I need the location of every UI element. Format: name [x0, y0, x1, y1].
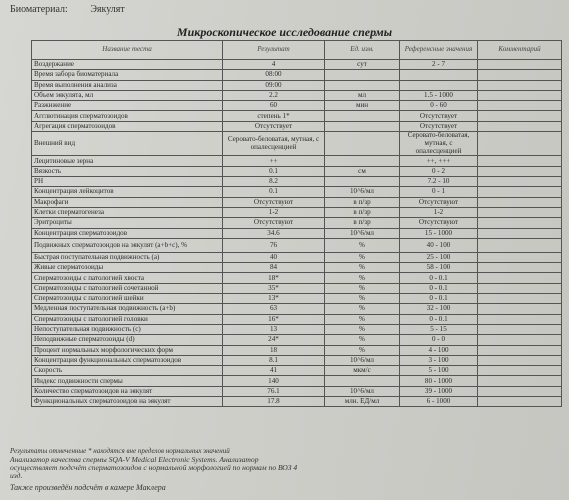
table-row [32, 283, 562, 293]
cell-result: 13 [223, 324, 325, 334]
cell-reference: Отсутствует [400, 121, 478, 131]
cell-test-name: Время забора биоматериала [32, 70, 223, 80]
table-row [32, 121, 562, 131]
cell-comment [478, 294, 562, 304]
cell-reference: 7.2 - 10 [400, 177, 478, 187]
cell-reference: 58 - 100 [400, 263, 478, 273]
results-table [31, 40, 562, 407]
cell-result: 08:00 [223, 70, 325, 80]
table-row [32, 166, 562, 176]
cell-test-name: Быстрая поступательная подвижность (a) [32, 252, 223, 262]
cell-test-name: Сперматозоиды с патологией головки [32, 314, 223, 324]
cell-unit: % [325, 345, 400, 355]
table-row [32, 111, 562, 121]
cell-reference: 0 - 0.1 [400, 273, 478, 283]
cell-result: 140 [223, 376, 325, 386]
table-row [32, 252, 562, 262]
cell-comment [478, 228, 562, 238]
cell-unit: 10^6/мл [325, 355, 400, 365]
table-row [32, 314, 562, 324]
cell-test-name: Эритроциты [32, 218, 223, 228]
cell-reference: 4 - 100 [400, 345, 478, 355]
biomaterial-value: Эякулят [90, 4, 125, 15]
cell-test-name: Неподвижные сперматозоиды (d) [32, 335, 223, 345]
cell-comment [478, 376, 562, 386]
cell-comment [478, 304, 562, 314]
cell-result: 8.2 [223, 177, 325, 187]
table-row [32, 90, 562, 100]
cell-reference: 40 - 100 [400, 238, 478, 252]
table-row [32, 263, 562, 273]
table-row [32, 60, 562, 70]
cell-unit: % [325, 314, 400, 324]
cell-result: 60 [223, 101, 325, 111]
cell-reference: Отсутствуют [400, 218, 478, 228]
cell-test-name: Агрегация сперматозоидов [32, 121, 223, 131]
footer-line-3: изд. [10, 471, 23, 481]
cell-result: 84 [223, 263, 325, 273]
cell-reference: Отсутствуют [400, 197, 478, 207]
table-row [32, 177, 562, 187]
cell-test-name: Концентрация функциональных сперматозоидов [32, 355, 223, 365]
cell-result: 1-2 [223, 207, 325, 217]
cell-unit: в п/зр [325, 197, 400, 207]
cell-test-name: Концентрация сперматозоидов [32, 228, 223, 238]
cell-reference: 0 - 60 [400, 101, 478, 111]
cell-result: 17.8 [223, 397, 325, 407]
cell-comment [478, 314, 562, 324]
cell-reference: 0 - 0.1 [400, 314, 478, 324]
cell-test-name: Непоступательная подвижность (c) [32, 324, 223, 334]
cell-comment [478, 132, 562, 156]
footer-line-2: осуществляет подсчёт сперматозоидов с нормальной морфологией по нормам по ВОЗ 4 [10, 463, 298, 473]
table-row [32, 386, 562, 396]
cell-comment [478, 252, 562, 262]
cell-unit: % [325, 324, 400, 334]
table-row [32, 355, 562, 365]
cell-unit [325, 156, 400, 166]
cell-unit: млн. ЕД/мл [325, 397, 400, 407]
cell-comment [478, 218, 562, 228]
table-row [32, 345, 562, 355]
cell-reference: 39 - 1000 [400, 386, 478, 396]
cell-comment [478, 80, 562, 90]
cell-comment [478, 366, 562, 376]
cell-unit: 10^6/мл [325, 228, 400, 238]
cell-unit: мин [325, 101, 400, 111]
cell-test-name: Живые сперматозоиды [32, 263, 223, 273]
cell-reference: 80 - 1000 [400, 376, 478, 386]
cell-unit: % [325, 335, 400, 345]
cell-unit: % [325, 252, 400, 262]
table-row [32, 304, 562, 314]
cell-result: 8.1 [223, 355, 325, 365]
table-row [32, 376, 562, 386]
cell-comment [478, 60, 562, 70]
column-header-result: Результат [223, 41, 325, 60]
cell-unit [325, 132, 400, 156]
cell-test-name: Клетки сперматогенеза [32, 207, 223, 217]
cell-result: 76 [223, 238, 325, 252]
report-footer [10, 448, 560, 493]
results-body [32, 60, 562, 407]
cell-reference [400, 80, 478, 90]
cell-test-name: Подвижных сперматозоидов на эякулят (a+b+c), % [32, 238, 223, 252]
cell-reference: Серовато-беловатая, мутная, с опалесценцией [400, 132, 478, 156]
cell-test-name: Функциональных сперматозоидов на эякулят [32, 397, 223, 407]
cell-unit: в п/зр [325, 207, 400, 217]
cell-unit: сут [325, 60, 400, 70]
cell-test-name: Объем эякулята, мл [32, 90, 223, 100]
cell-result: 18* [223, 273, 325, 283]
cell-reference: 0 - 1 [400, 187, 478, 197]
cell-result: 2.2 [223, 90, 325, 100]
cell-reference: 6 - 1000 [400, 397, 478, 407]
table-row [32, 70, 562, 80]
cell-test-name: Внешний вид [32, 132, 223, 156]
cell-unit [325, 177, 400, 187]
table-row [32, 197, 562, 207]
cell-unit: % [325, 238, 400, 252]
cell-unit: 10^6/мл [325, 386, 400, 396]
table-row [32, 80, 562, 90]
column-header-reference: Референсные значения [400, 41, 478, 60]
cell-test-name: PH [32, 177, 223, 187]
cell-unit: % [325, 273, 400, 283]
cell-comment [478, 90, 562, 100]
cell-result: 35* [223, 283, 325, 293]
cell-unit [325, 121, 400, 131]
table-row [32, 335, 562, 345]
cell-unit [325, 111, 400, 121]
cell-test-name: Агглютинация сперматозоидов [32, 111, 223, 121]
cell-test-name: Сперматозоиды с патологией шейки [32, 294, 223, 304]
cell-reference: 3 - 100 [400, 355, 478, 365]
table-row [32, 156, 562, 166]
cell-test-name: Время выполнения анализа [32, 80, 223, 90]
cell-unit: в п/зр [325, 218, 400, 228]
cell-reference: 5 - 15 [400, 324, 478, 334]
cell-unit: мкм/с [325, 366, 400, 376]
cell-unit: 10^6/мл [325, 187, 400, 197]
footer-line-4: Также произведён подсчёт в камере Маклера [10, 483, 166, 493]
cell-comment [478, 166, 562, 176]
table-row [32, 238, 562, 252]
cell-result: Серовато-беловатая, мутная, с опалесценцией [223, 132, 325, 156]
table-row [32, 273, 562, 283]
cell-comment [478, 70, 562, 80]
cell-comment [478, 335, 562, 345]
cell-test-name: Количество сперматозоидов на эякулят [32, 386, 223, 396]
table-row [32, 366, 562, 376]
cell-test-name: Сперматозоиды с патологией хвоста [32, 273, 223, 283]
table-row [32, 218, 562, 228]
table-row [32, 228, 562, 238]
cell-reference: 32 - 100 [400, 304, 478, 314]
table-row [32, 294, 562, 304]
cell-test-name: Скорость [32, 366, 223, 376]
table-row [32, 324, 562, 334]
cell-test-name: Концентрация лейкоцитов [32, 187, 223, 197]
cell-reference: 0 - 0.1 [400, 294, 478, 304]
cell-result: 76.1 [223, 386, 325, 396]
cell-test-name: Макрофаги [32, 197, 223, 207]
cell-comment [478, 345, 562, 355]
cell-comment [478, 355, 562, 365]
cell-unit: % [325, 294, 400, 304]
cell-comment [478, 101, 562, 111]
cell-result: 0.1 [223, 166, 325, 176]
cell-reference: 25 - 100 [400, 252, 478, 262]
cell-result: Отсутствуют [223, 197, 325, 207]
cell-reference [400, 70, 478, 80]
footer-line-1: Анализатор качества спермы SQA-V Medical Electronic Systems. Анализатор [10, 455, 259, 465]
table-row [32, 187, 562, 197]
cell-result: 4 [223, 60, 325, 70]
cell-result: 24* [223, 335, 325, 345]
cell-test-name: Индекс подвижности спермы [32, 376, 223, 386]
cell-unit [325, 70, 400, 80]
cell-unit: % [325, 283, 400, 293]
cell-result: степень 1* [223, 111, 325, 121]
cell-result: Отсутствуют [223, 218, 325, 228]
cell-result: 40 [223, 252, 325, 262]
cell-unit [325, 80, 400, 90]
cell-reference: 1.5 - 1000 [400, 90, 478, 100]
cell-result: ++ [223, 156, 325, 166]
cell-comment [478, 156, 562, 166]
cell-reference: 2 - 7 [400, 60, 478, 70]
cell-comment [478, 207, 562, 217]
cell-comment [478, 386, 562, 396]
cell-unit: % [325, 263, 400, 273]
cell-test-name: Медленная поступательная подвижность (a+b) [32, 304, 223, 314]
table-row [32, 207, 562, 217]
cell-reference: 15 - 1000 [400, 228, 478, 238]
cell-unit: % [325, 304, 400, 314]
cell-result: 34.6 [223, 228, 325, 238]
footer-note: Результаты отмеченные * находятся вне пределов нормальных значений [10, 447, 230, 455]
cell-reference: 1-2 [400, 207, 478, 217]
cell-test-name: Процент нормальных морфологических форм [32, 345, 223, 355]
cell-result: 41 [223, 366, 325, 376]
column-header-unit: Ед. изм. [325, 41, 400, 60]
cell-comment [478, 177, 562, 187]
cell-comment [478, 187, 562, 197]
cell-comment [478, 324, 562, 334]
cell-comment [478, 273, 562, 283]
cell-reference: 5 - 100 [400, 366, 478, 376]
cell-test-name: Воздержание [32, 60, 223, 70]
table-row [32, 101, 562, 111]
cell-reference: Отсутствует [400, 111, 478, 121]
cell-result: Отсутствует [223, 121, 325, 131]
cell-result: 18 [223, 345, 325, 355]
biomaterial-line [10, 4, 125, 15]
cell-test-name: Сперматозоиды с патологией сочетанной [32, 283, 223, 293]
cell-reference: 0 - 0 [400, 335, 478, 345]
cell-result: 09:00 [223, 80, 325, 90]
cell-comment [478, 197, 562, 207]
cell-test-name: Лецитиновые зерна [32, 156, 223, 166]
cell-unit [325, 376, 400, 386]
cell-unit: см [325, 166, 400, 176]
cell-result: 0.1 [223, 187, 325, 197]
cell-comment [478, 283, 562, 293]
table-header-row [32, 41, 562, 60]
cell-comment [478, 111, 562, 121]
cell-unit: мл [325, 90, 400, 100]
biomaterial-label: Биоматериал: [10, 4, 68, 15]
cell-reference: ++, +++ [400, 156, 478, 166]
cell-result: 63 [223, 304, 325, 314]
cell-reference: 0 - 2 [400, 166, 478, 176]
cell-comment [478, 263, 562, 273]
cell-comment [478, 121, 562, 131]
cell-comment [478, 397, 562, 407]
column-header-test: Название теста [32, 41, 223, 60]
cell-result: 13* [223, 294, 325, 304]
cell-reference: 0 - 0.1 [400, 283, 478, 293]
cell-comment [478, 238, 562, 252]
column-header-comment: Комментарий [478, 41, 562, 60]
cell-test-name: Вязкость [32, 166, 223, 176]
cell-result: 16* [223, 314, 325, 324]
table-row [32, 397, 562, 407]
table-row [32, 132, 562, 156]
cell-test-name: Разжижение [32, 101, 223, 111]
report-title: Микроскопическое исследование спермы [176, 25, 393, 39]
